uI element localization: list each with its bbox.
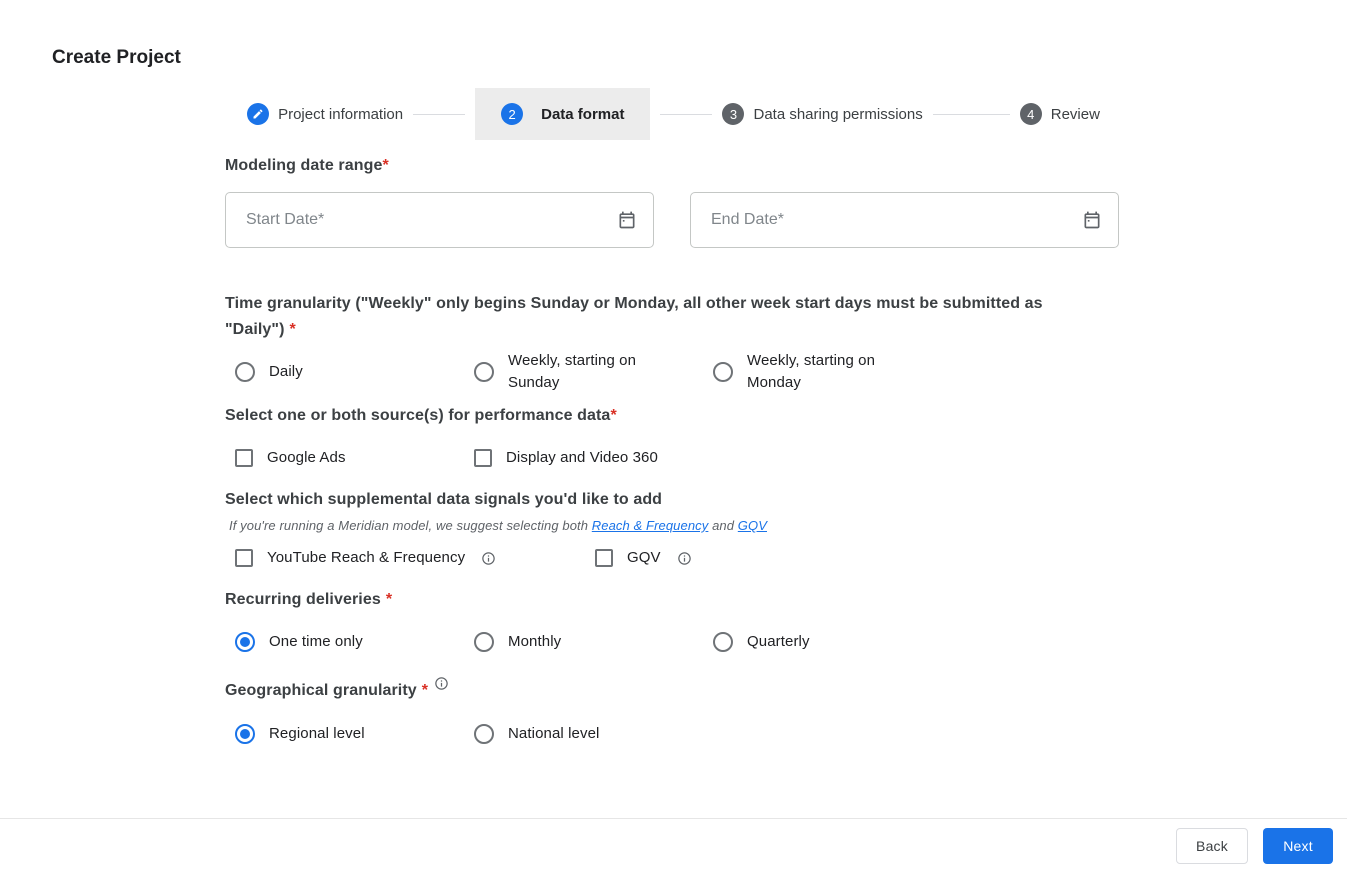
radio-option-quarterly[interactable]: Quarterly [703,631,942,653]
checkbox-icon [235,549,253,567]
calendar-icon[interactable] [617,210,637,230]
checkbox-option-gqv[interactable]: GQV [585,547,692,569]
radio-option-one-time-only[interactable]: One time only [225,631,464,653]
next-button[interactable]: Next [1263,828,1333,864]
step-label: Data format [541,105,625,123]
wizard-footer [0,818,1347,869]
gqv-link[interactable]: GQV [737,518,767,533]
data-format-form [225,156,1120,745]
supplemental-signals-label: Select which supplemental data signals you'd like to add [225,491,663,508]
required-asterisk: * [382,157,389,174]
radio-option-weekly-monday[interactable]: Weekly, starting on Monday [703,350,942,394]
geographical-granularity-label: Geographical granularity * [225,676,1120,701]
step-data-sharing-permissions[interactable] [722,103,922,125]
radio-selected-icon [235,632,255,652]
radio-selected-icon [235,724,255,744]
radio-option-daily[interactable]: Daily [225,361,464,383]
step-project-information[interactable] [247,103,403,125]
performance-sources-label: Select one or both source(s) for performance data* [225,407,617,424]
supplemental-signals-note: If you're running a Meridian model, we suggest selecting both Reach & Frequency and GQV [229,518,767,533]
radio-option-regional-level[interactable]: Regional level [225,723,464,745]
reach-frequency-link[interactable]: Reach & Frequency [591,518,709,533]
required-asterisk: * [421,682,429,699]
step-connector [413,114,465,115]
calendar-icon[interactable] [1082,210,1102,230]
step-review[interactable] [1020,103,1100,125]
recurring-deliveries-label: Recurring deliveries * [225,591,393,608]
required-asterisk: * [385,591,393,608]
step-number-badge: 4 [1020,103,1042,125]
step-data-format[interactable] [475,88,650,140]
checkbox-icon [235,449,253,467]
recurring-deliveries-options [225,631,1120,653]
required-asterisk: * [610,407,617,424]
supplemental-signals-options [225,547,1120,569]
radio-icon [235,362,255,382]
required-asterisk: * [289,321,296,338]
page-title: Create Project [52,47,181,68]
radio-icon [713,632,733,652]
info-icon[interactable] [434,676,449,691]
checkbox-option-youtube-reach-frequency[interactable]: YouTube Reach & Frequency [225,547,585,569]
radio-icon [713,362,733,382]
performance-sources-options [225,447,1120,469]
end-date-input[interactable] [711,211,1082,229]
step-connector [933,114,1010,115]
checkbox-option-google-ads[interactable]: Google Ads [225,447,464,469]
info-icon[interactable] [481,551,496,566]
time-granularity-options [225,350,1120,394]
info-icon[interactable] [677,551,692,566]
checkbox-option-display-video-360[interactable]: Display and Video 360 [464,447,703,469]
radio-icon [474,632,494,652]
stepper [0,88,1347,140]
step-label: Data sharing permissions [753,105,923,123]
modeling-date-range-label: Modeling date range* [225,157,389,174]
start-date-field[interactable] [225,192,654,248]
geographical-granularity-options [225,723,1120,745]
step-connector [660,114,712,115]
radio-option-national-level[interactable]: National level [464,723,703,745]
pencil-icon [247,103,269,125]
end-date-field[interactable] [690,192,1119,248]
step-number-badge: 3 [722,103,744,125]
step-label: Review [1050,105,1100,123]
radio-icon [474,724,494,744]
back-button[interactable]: Back [1176,828,1248,864]
step-label: Project information [278,105,404,123]
checkbox-icon [474,449,492,467]
start-date-input[interactable] [246,211,617,229]
step-number-badge: 2 [501,103,523,125]
radio-icon [474,362,494,382]
radio-option-weekly-sunday[interactable]: Weekly, starting on Sunday [464,350,703,394]
checkbox-icon [595,549,613,567]
time-granularity-label: Time granularity ("Weekly" only begins Sunday or Monday, all other week start days must be submitted as "Daily") * [225,295,1043,338]
radio-option-monthly[interactable]: Monthly [464,631,703,653]
date-range-row [225,192,1120,248]
